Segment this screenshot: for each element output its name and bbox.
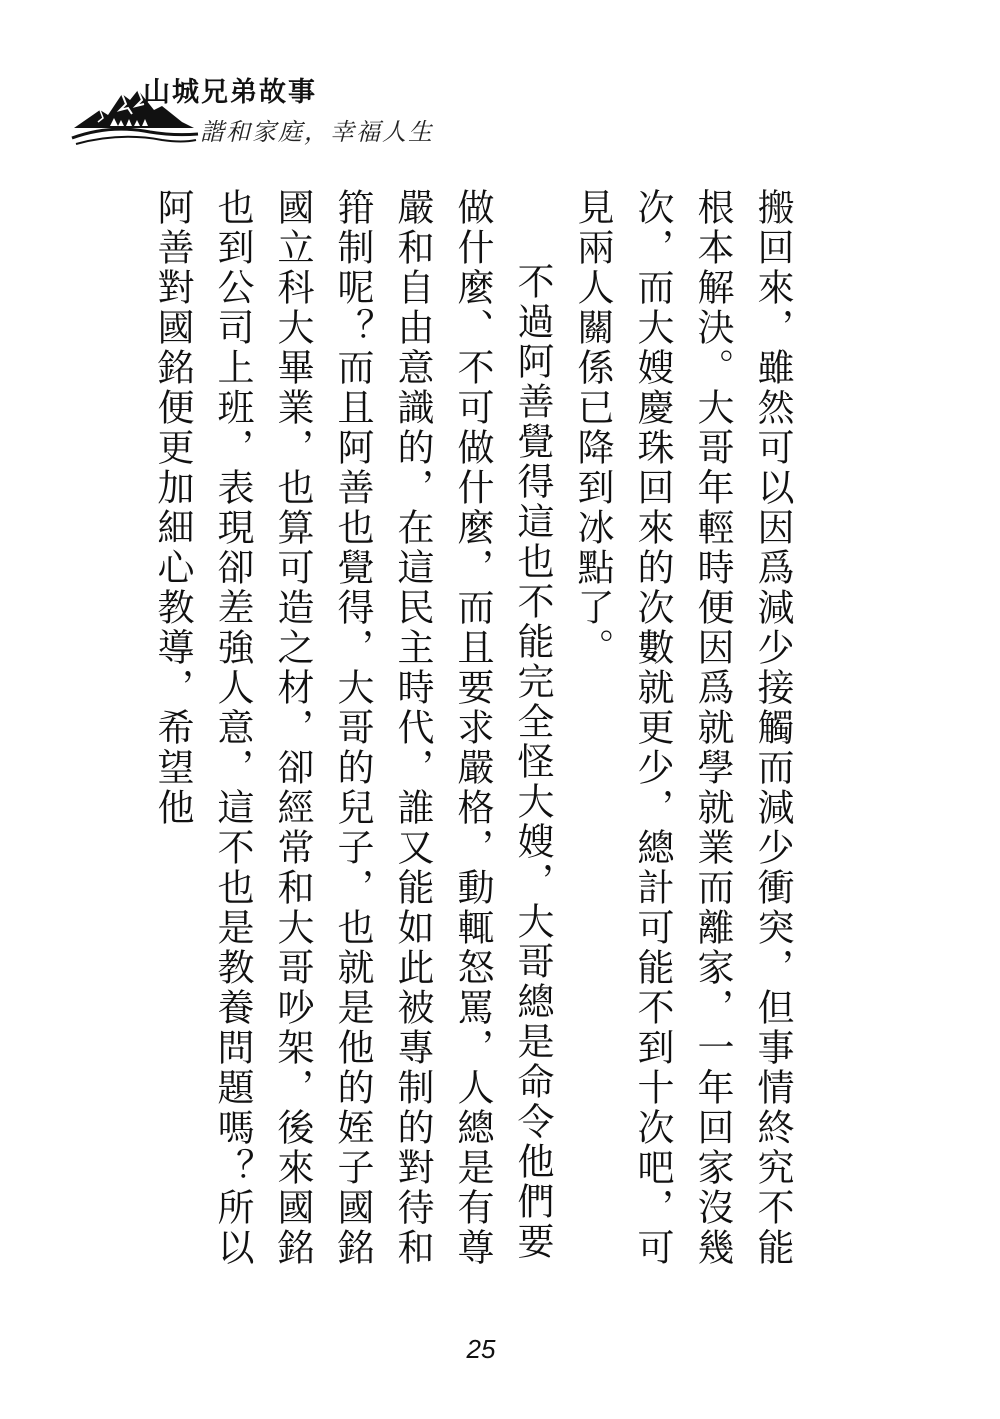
series-title: 山城兄弟故事: [143, 77, 317, 108]
vertical-body-text: [151, 188, 802, 1288]
paragraph-continued: 搬回來，雖然可以因爲減少接觸而減少衝突，但事情終究不能根本解決。大哥年輕時便因爲就學就業而離家，一年回家沒幾次，而大嫂慶珠回來的次數就更少，總計可能不到十次吧，可見兩人關係已降到冰點了。: [571, 188, 794, 1268]
page-number: 25: [466, 1334, 496, 1364]
paragraph: 不過阿善覺得這也不能完全怪大嫂，大哥總是命令他們要做什麼、不可做什麼，而且要求嚴格，動輒怒罵，人總是有尊嚴和自由意識的，在這民主時代，誰又能如此被專制的對待和箝制呢？而且阿善也覺得，大哥的兒子，也就是他的姪子國銘國立科大畢業，也算可造之材，卻經常和大哥吵架，後來國銘也到公司上班，表現卻差強人意，這不也是教養問題嗎？所以阿善對國銘便更加細心教導，希望他: [151, 188, 554, 1268]
series-subtitle: 諧和家庭，幸福人生: [200, 118, 434, 146]
